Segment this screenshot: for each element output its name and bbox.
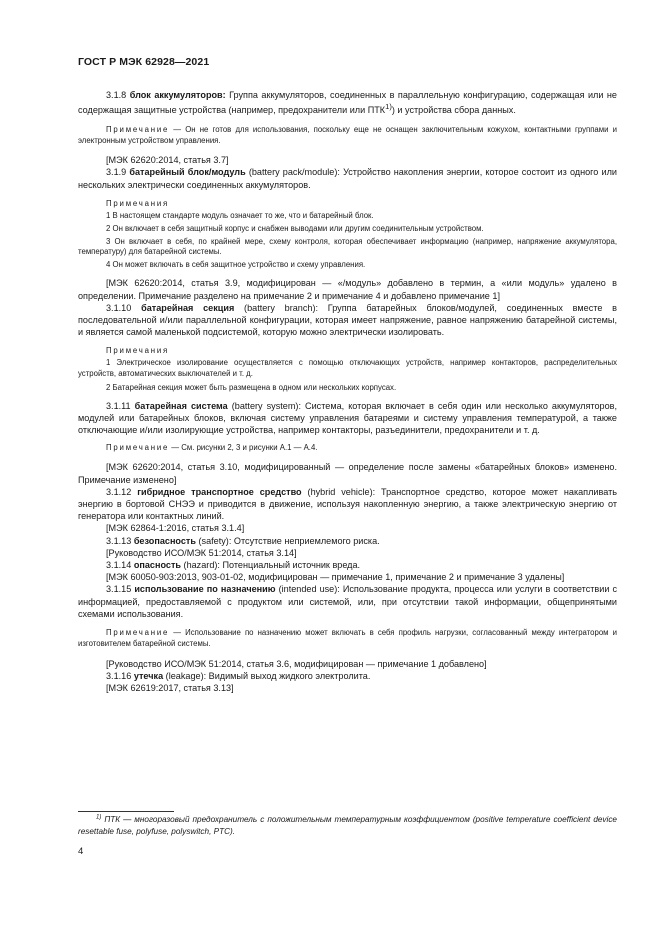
definition-text: Группа аккумуляторов, соединенных в параллельную конфигурацию, содержащая или не содержащая защитные устройства (например, предохранители или ПТК	[78, 90, 617, 116]
note-label: Примечание	[106, 442, 170, 452]
source-reference: [МЭК 62620:2014, статья 3.10, модифицированный — определение после замены «батарейных блоков» изменено. Примечание изменено]	[78, 462, 617, 485]
clause-number: 3.1.12	[106, 486, 138, 497]
note-label: Примечание	[106, 125, 170, 135]
term: блок аккумуляторов:	[129, 90, 226, 100]
definition-text: (hybrid vehicle): Транспортное средство, которое может накапливать энергию в бортовой СНЭЭ и приводится в движение, используя накопленную энергию, а также электрическую энергию от генератора или контактных линий.	[78, 486, 617, 522]
source-reference: [МЭК 62619:2017, статья 3.13]	[106, 683, 234, 694]
clause-3-1-14	[78, 559, 617, 571]
note-item: 1 Электрическое изолирование осуществляется с помощью отключающих устройств, например контакторов, распределительных устройств, автоматических выключателей и т. д.	[78, 358, 617, 379]
note-text: — Использование по назначению может включать в себя профиль нагрузки, согласованный между интегратором и изготовителем батарейной системы.	[78, 628, 617, 648]
clause-3-1-13	[78, 535, 617, 547]
notes-label: Примечания	[106, 198, 170, 208]
clause-3-1-11	[78, 400, 617, 437]
note-label: Примечание	[106, 628, 170, 638]
note	[78, 628, 617, 650]
definition-text: (battery system): Система, которая включает в себя один или несколько аккумуляторов, модулей или батарейных блоков, включая систему управления батареями и систему управления температурой, а также отключающие и/или изолирующие устройства, например контакторы, разъединители, предохранители и т. д.	[78, 400, 617, 436]
clause-number: 3.1.11	[106, 400, 135, 411]
clause-number: 3.1.8	[106, 90, 130, 100]
term: гибридное транспортное средство	[137, 486, 302, 497]
footnote-separator	[78, 811, 174, 812]
notes-label: Примечания	[106, 346, 170, 356]
definition-text: (safety): Отсутствие неприемлемого риска.	[195, 535, 380, 546]
footnote-text: ПТК — многоразовый предохранитель с положительным температурным коэффициентом (positive temperature coefficient device resettable fuse, polyfuse, polyswitch, PTC).	[78, 815, 617, 836]
clause-number: 3.1.10	[106, 302, 142, 313]
definition-text-cont: ) и устройства сбора данных.	[391, 105, 516, 116]
definition-text: (hazard): Потенциальный источник вреда.	[181, 560, 361, 571]
term: батарейная секция	[141, 302, 235, 313]
clause-3-1-8	[78, 89, 617, 116]
source-reference: [МЭК 60050-903:2013, 903-01-02, модифицирован — примечание 1, примечание 2 и примечание 3 удалены]	[106, 572, 565, 583]
note	[78, 125, 617, 147]
source-reference: [МЭК 62620:2014, статья 3.9, модифицирован — «/модуль» добавлено в термин, а «или модуль» удалено в определении. Примечание разделено на примечание 2 и примечание 4 и добавлено примечание 1]	[78, 278, 617, 301]
note-item: 2 Он включает в себя защитный корпус и снабжен выводами или другим соединительным устройством.	[106, 223, 484, 233]
clause-number: 3.1.13	[106, 535, 134, 546]
source-reference: [МЭК 62620:2014, статья 3.7]	[106, 155, 229, 166]
clause-number: 3.1.9	[106, 167, 130, 178]
document-body	[78, 89, 617, 695]
term: батарейная система	[134, 400, 228, 411]
term: утечка	[133, 671, 164, 682]
note-item: 4 Он может включать в себя защитное устройство и схему управления.	[106, 260, 366, 270]
page-number: 4	[78, 846, 84, 857]
clause-3-1-16	[78, 670, 617, 682]
term: опасность	[133, 560, 182, 571]
footnote-ref: 1)	[385, 102, 392, 112]
source-reference: [МЭК 62864-1:2016, статья 3.1.4]	[106, 523, 245, 534]
clause-3-1-15	[78, 583, 617, 620]
clause-number: 3.1.15	[106, 584, 135, 595]
definition-text: (battery pack/module): Устройство накопления энергии, которое состоит из одного или нескольких электрически соединенных аккумуляторов.	[78, 167, 617, 190]
note-item: 3 Он включает в себя, по крайней мере, схему контроля, которая обеспечивает информацию (например, напряжение аккумулятора, температуру) для батарейной системы.	[78, 236, 617, 257]
term: использование по назначению	[134, 584, 276, 595]
clause-number: 3.1.16	[106, 671, 134, 682]
clause-3-1-10	[78, 302, 617, 339]
footnote-mark: 1)	[96, 814, 102, 821]
term: безопасность	[133, 535, 196, 546]
clause-3-1-12	[78, 486, 617, 523]
note-item: 1 В настоящем стандарте модуль означает то же, что и батарейный блок.	[106, 210, 374, 220]
note-text: — См. рисунки 2, 3 и рисунки А.1 — А.4.	[169, 442, 318, 452]
definition-text: (leakage): Видимый выход жидкого электролита.	[163, 671, 371, 682]
note	[78, 443, 617, 454]
source-reference: [Руководство ИСО/МЭК 51:2014, статья 3.14]	[106, 547, 297, 558]
term: батарейный блок/модуль	[129, 167, 246, 178]
footnote	[78, 814, 617, 837]
definition-text: (intended use): Использование продукта, процесса или услуги в соответствии с информацией, предоставляемой с продуктом или системой, или, при отсутствии такой информации, общепринятыми схемами использования.	[78, 584, 617, 619]
note-item: 2 Батарейная секция может быть размещена в одном или нескольких корпусах.	[106, 383, 397, 393]
definition-text: (battery branch): Группа батарейных блоков/модулей, соединенных вместе в последовательной и/или параллельной конфигурации, которая имеет напряжение, равное напряжению батарейной системы, и является самой маленькой подсистемой, которую можно электрически изолировать.	[78, 302, 618, 338]
clause-number: 3.1.14	[106, 560, 134, 571]
clause-3-1-9	[78, 166, 617, 190]
document-header: ГОСТ Р МЭК 62928—2021	[78, 56, 210, 68]
note-text: — Он не готов для использования, поскольку еще не оснащен заключительным кожухом, контактными группами и электронным устройством управления.	[78, 125, 617, 146]
source-reference: [Руководство ИСО/МЭК 51:2014, статья 3.6, модифицирован — примечание 1 добавлено]	[106, 658, 487, 669]
